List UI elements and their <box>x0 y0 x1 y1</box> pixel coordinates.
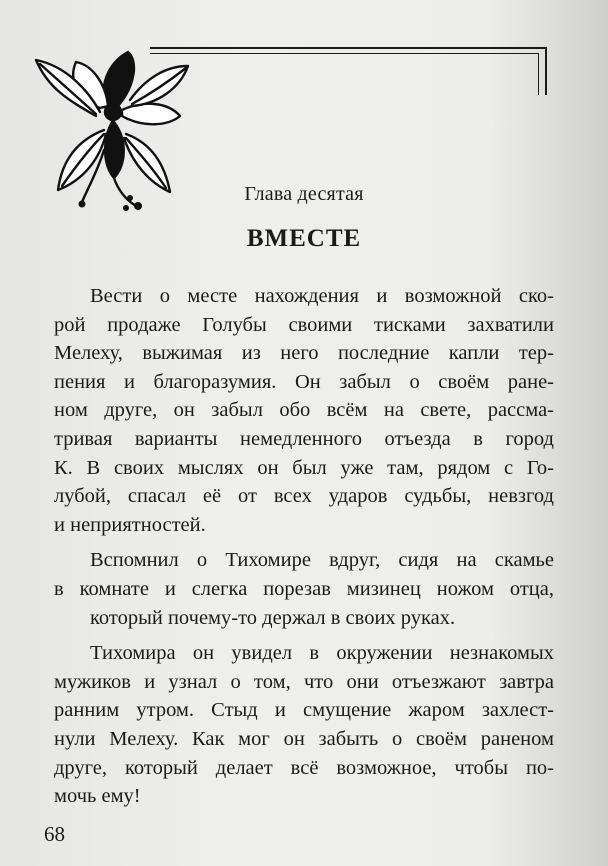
page-number: 68 <box>44 822 65 846</box>
text-line: ном друге, он забыл обо всём на свете, рассма- <box>54 399 554 422</box>
paragraph <box>54 282 554 539</box>
text-line: К. В своих мыслях он был уже там, рядом с Го- <box>54 456 554 479</box>
text-line: Вспомнил о Тихомире вдруг, сидя на скамье <box>90 549 554 572</box>
text-line: рой продаже Голубы своими тисками захватили <box>54 313 554 336</box>
text-line: Вести о месте нахождения и возможной ско- <box>90 285 554 307</box>
text-line: пения и благоразумия. Он забыл о своём ране- <box>54 370 554 393</box>
frame-border-right <box>545 47 547 95</box>
paragraph <box>54 546 554 632</box>
body-text <box>54 282 554 811</box>
text-line: тривая варианты немедленного отъезда в город <box>54 427 554 450</box>
text-line: нули Мелеху. Как мог он забыть о своём раненом <box>54 727 554 750</box>
text-line: лубой, спасал её от всех ударов судьбы, невзгод <box>54 485 554 508</box>
text-line: Тихомира он увидел в окружении незнакомых <box>90 642 554 665</box>
text-line: который почему-то держал в своих руках. <box>90 606 456 629</box>
paragraph <box>54 639 554 811</box>
frame-border-top <box>150 47 546 49</box>
text-line: Мелеху, выжимая из него последние капли тер- <box>54 342 554 365</box>
text-line: мужиков и узнал о том, что они отъезжают завтра <box>54 670 554 693</box>
text-line: друге, который делает всё возможное, чтобы по- <box>54 756 554 779</box>
chapter-label: Глава десятая <box>244 183 364 205</box>
text-line: мочь ему! <box>54 785 141 808</box>
text-line: и неприятностей. <box>54 513 206 536</box>
frame-border-right-inner <box>538 53 539 95</box>
text-line: в комнате и слегка порезав мизинец ножом отца, <box>54 577 554 600</box>
text-line: ранним утром. Стыд и смущение жаром захлест- <box>54 699 554 722</box>
frame-border-top-inner <box>150 53 539 54</box>
chapter-title: ВМЕСТЕ <box>246 225 362 252</box>
